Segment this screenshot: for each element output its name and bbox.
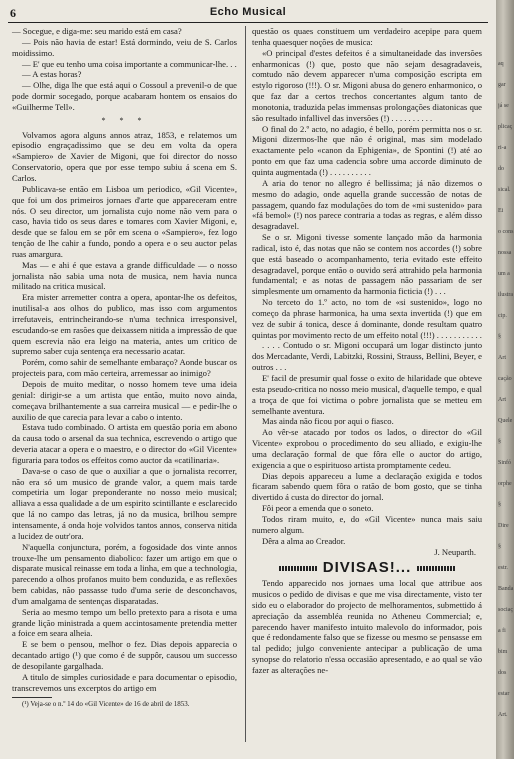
body-paragraph: Estava tudo combinado. O artista em questão poria em abono da causa todo o arsenal da sua technica, escrevendo o artigo que deveria atacar a opera e o maestro, e o director do «Gil Vicente» figuraria para todos os effeitos como auctor da «catilinaria». [12, 422, 237, 465]
body-paragraph: Mas — e ahi é que estava a grande difficuldade — o nosso jornalista não sabia uma nota de musica, nem havia nunca militado na critica musical. [12, 259, 237, 292]
quoted-critique: No terceto do 1.º acto, no tom de «si sustenido», logo no começo da phrase harmonica, ha uma sexta invertida (!) que em vez de subir á tonica, desce á dominante, donde resultam quatro quintas por movimento recto de um effeito notal (!!!) . . . . . . . . . . . [252, 297, 482, 340]
column-divider [245, 26, 246, 742]
body-paragraph: Era mister arremetter contra a opera, apontar-lhe os defeitos, inutilisal-a aos olhos do publico, mas isso com argumentos irrefutaveis, entrincheirando-se n'uma technica irresponsivel, escudando-se em rasões que deixassem nitida a impressão de que quem escrevia não era leigo na materia, antes um critico de supremo saber cuja sentença era necessario acatar. [12, 292, 237, 357]
section-separator: * * * [101, 115, 148, 125]
body-paragraph: Todos riram muito, e, do «Gil Vicente» nunca mais saiu numero algum. [252, 513, 482, 535]
edge-fragment: a fi [498, 628, 506, 634]
edge-fragment: Art [498, 355, 506, 361]
body-paragraph: E' facil de presumir qual fosse o exito de hilaridade que obteve esta pseudo-critica no nosso meio musical, d'aquelle tempo, e qual a troça de que foi victima o pobre jornalista que se metteu em semelhante aventura. [252, 373, 482, 416]
dialogue-line: — Pois não havia de estar! Está dormindo, veiu de S. Carlos moidissimo. [12, 36, 237, 58]
edge-fragment: orphe [498, 481, 512, 487]
body-paragraph: Volvamos agora alguns annos atraz, 1853, e relatemos um episodio engraçadissimo que se deu em volta da opera «Sampiero» de Xavier de Migoni, que foi director do nosso Conservatorio, opera que por esse tempo subiu á scena em S. Carlos. [12, 129, 237, 183]
dialogue-line: — Socegue, e diga-me: seu marido está em casa? [12, 26, 182, 36]
body-paragraph: Ao vêr-se atacado por todos os lados, o director do «Gil Vicente» exprobou o procedimento do seu alliado, e exigiu-lhe uma declaração formal de que fôra elle o auctor do artigo, exigencia a que o espirituoso artista promptamente cedeu. [252, 427, 482, 470]
edge-fragment: § [498, 544, 501, 550]
edge-fragment: sociaç [498, 607, 513, 613]
edge-fragment: do [498, 166, 504, 172]
page-number: 6 [10, 6, 16, 20]
body-paragraph: Depois de muito meditar, o nosso homem teve uma ideia genial: dirigir-se a um artista que então, muito novo ainda, começava brilhantemente a sua carreira musical — e pedir-lhe o auxilio de que carecia para levar a cabo o intento. [12, 379, 237, 422]
publication-title: Echo Musical [209, 6, 287, 18]
body-paragraph: Fôi peor a emenda que o soneto. [262, 503, 374, 514]
edge-fragment: § [498, 502, 501, 508]
quoted-critique: . . . . Contudo o sr. Migoni occupará um logar distincto junto dos Mercadante, Verdi, Labitzki, Rossini, Strauss, Bellini, Beyer, e outros . . . [252, 340, 482, 373]
edge-fragment: Banda [498, 586, 514, 592]
body-paragraph: E se bem o pensou, melhor o fez. Dias depois apparecia o decantado artigo (¹) que como é de suppôr, causou um successo de desopilante gargalhada. [12, 639, 237, 671]
footnote-rule [12, 697, 52, 698]
left-column [12, 26, 237, 709]
body-paragraph: Publicava-se então em Lisboa um periodico, «Gil Vicente», que foi um dos primeiros jornaes d'arte que appareceram entre nós. O seu director, um jornalista cujo nome não vem para o caso, havia tido os seus dares e tomares com Xavier Migoni, e, desde que se falou em se pôr em scena o «Sampiero», fez logo tenção de lhe cahir a fundo, pondo a opera e o seu auctor pelas ruas amargura. [12, 183, 237, 259]
edge-fragment: estar [498, 691, 510, 697]
edge-fragment: cip. [498, 313, 507, 319]
edge-fragment: ilustra [498, 292, 513, 298]
edge-fragment: nossa [498, 250, 512, 256]
body-paragraph: Mas ainda não ficou por aqui o fiasco. [262, 416, 394, 427]
edge-fragment: um a [498, 271, 510, 277]
edge-fragment: Sinfó [498, 460, 512, 466]
section-heading [252, 559, 482, 577]
dialogue-line: — A estas horas? [22, 69, 82, 80]
edge-fragment: Art [498, 397, 506, 403]
body-paragraph: Dias depois appareceu a lume a declaração exigida e todos ficaram sabendo quem fôra o ratão de bom gosto, que se tinha divertido á custa do director do jornal. [252, 470, 482, 503]
edge-fragment: bim [498, 649, 508, 655]
edge-fragment: § [498, 439, 501, 445]
quoted-critique: A aria do tenor no allegro é bellissima; já não dizemos o mesmo do adagio, onde aquella grande successão de notas de passagem, quando faz modulações do tom de «mi sustenido» para «fá bemol» (!) nos parece contraria a todas as regras, e além disso desagradavel. [252, 177, 482, 232]
body-paragraph: Porém, como sahir de semelhante embaraço? Aonde buscar os projecteis para, com mão certeira, arremessar ao inimigo? [12, 357, 237, 379]
edge-fragment: ri-a [498, 145, 507, 151]
edge-fragment: já se [498, 103, 509, 109]
adjacent-page-fragments [498, 0, 514, 759]
body-paragraph: Dêra a alma ao Creador. [262, 535, 346, 546]
dialogue-line: — Olhe, diga lhe que está aqui o Cossoul a prevenil-o de que pode dormir socegado, porque acabaram hontem os ensaios do «Guilherme Tell». [12, 80, 237, 112]
body-paragraph: Tendo apparecido nos jornaes uma local que attribue aos musicos o pedido de divisas e que me visa directamente, visto ter sido eu o elaborador do projecto de melhoramentos, submettido á apreciação da assembléa reunida no Atheneu Commercial; e, parecendo haver manifesto intuito malevolo do informador, pois que é redondamente falso que se fizesse ou mesmo se pensasse em tal pedido; julgo conveniente antecipar a publicação de uma synopse do relatorio n'essa occasião apresentado, e ao qual se vão fazer as alterações ne- [252, 578, 482, 675]
quoted-critique: O final do 2.º acto, no adagio, é bello, porém permitta nos o sr. Migoni dizermos-lhe que não é original, mas sim modelado exactamente pelo «canon da Ephigenia», de Spontini (!) até ao ponto em que faz uma cadencia sobre uma accorde diminuto de quinta augmentada (!) . . . . . . . . . . [252, 123, 482, 177]
section-title: DIVISAS!... [322, 559, 412, 577]
author-signature: J. Neuparth. [434, 546, 476, 557]
edge-fragment: sical. [498, 187, 511, 193]
body-paragraph: N'aquella conjunctura, porém, a fogosidade dos vinte annos trouxe-lhe um pensamento diabolico: fazer um artigo em que o disparate musical reinasse em toda a linha, em que a technologia, parecendo a olhos profanos muito bem conduzida, e as reflexões bem cabidas, não passasse tudo d'uma serie de desconchavos, d'um amalgama de sentenças disparatadas. [12, 541, 237, 606]
ornament-left [279, 566, 317, 571]
edge-fragment: Art. [498, 712, 508, 718]
edge-fragment: Ei [498, 208, 504, 214]
body-paragraph: questão os quaes constituem um verdadeiro acepipe para quem tenha quaesquer noções de musica: [252, 26, 482, 47]
edge-fragment: Quele [498, 418, 513, 424]
body-paragraph: A titulo de simples curiosidade e para documentar o episodio, transcrevemos uns excerptos do artigo em [12, 671, 237, 693]
edge-fragment: plicaç [498, 124, 513, 130]
quoted-critique: Se o sr. Migoni tivesse somente lançado mão da harmonia radical, isto é, das notas que não se contem nos accordes (!) sobre que está baseado o acompanhamento, teria evitado este effeito desagradavel, porque então o ouvido será attrahido pela harmonia fundamental; e as notas de passagem não passariam de ser simplesmente um ornamento da harmonia ficticia (!) . . . [252, 232, 482, 297]
dialogue-line: — E' que eu tenho uma coisa importante a communicar-lhe. . . [22, 58, 237, 69]
header-rule [8, 22, 488, 23]
edge-fragment: o cons [498, 229, 514, 235]
ornament-right [417, 566, 455, 571]
edge-fragment: dos [498, 670, 507, 676]
edge-fragment: cação [498, 376, 512, 382]
footnote: (¹) Veja-se o n.º 14 do «Gil Vicente» de 16 de abril de 1853. [22, 700, 190, 709]
edge-fragment: estr. [498, 565, 508, 571]
edge-fragment: gar [498, 82, 506, 88]
body-paragraph: Seria ao mesmo tempo um bello pretexto para a risota e uma grande lição ministrada a quem accintosamente pretendia metter a foice em seara alheia. [12, 606, 237, 639]
edge-fragment: § [498, 334, 501, 340]
edge-fragment: aq [498, 61, 504, 67]
body-paragraph: Dava-se o caso de que o auxiliar a que o jornalista recorrer, não era só um musico de grande valor, a quem mais tarde competiria um logar preponderante no nosso meio musical; alliava a essa qualidade a de um espirito scintillante e esclarecido que lá no campo das letras, já no da musica, brilhou sempre intensamente, á onda hoje volvidos tantos annos, conserva nitida a lucidez de outr'ora. [12, 465, 237, 541]
right-column [252, 26, 482, 676]
quoted-critique: «O principal d'estes defeitos é a simultaneidade das inversões enharmonicas (!) que, posto que não sejam desagradaveis, comtudo não devem apparecer n'uma composição escripta em estylo rigoroso (!!!). O sr. Migoni abusa do genero enharmonico, o que faz dar a certos trechos concertantes algum tanto de monotonia, traduzida pelas immensas prolongações diatonicas que são resultado infallivel das inversões (!) . . . . . . . . . . [252, 47, 482, 123]
edge-fragment: Dire [498, 523, 509, 529]
